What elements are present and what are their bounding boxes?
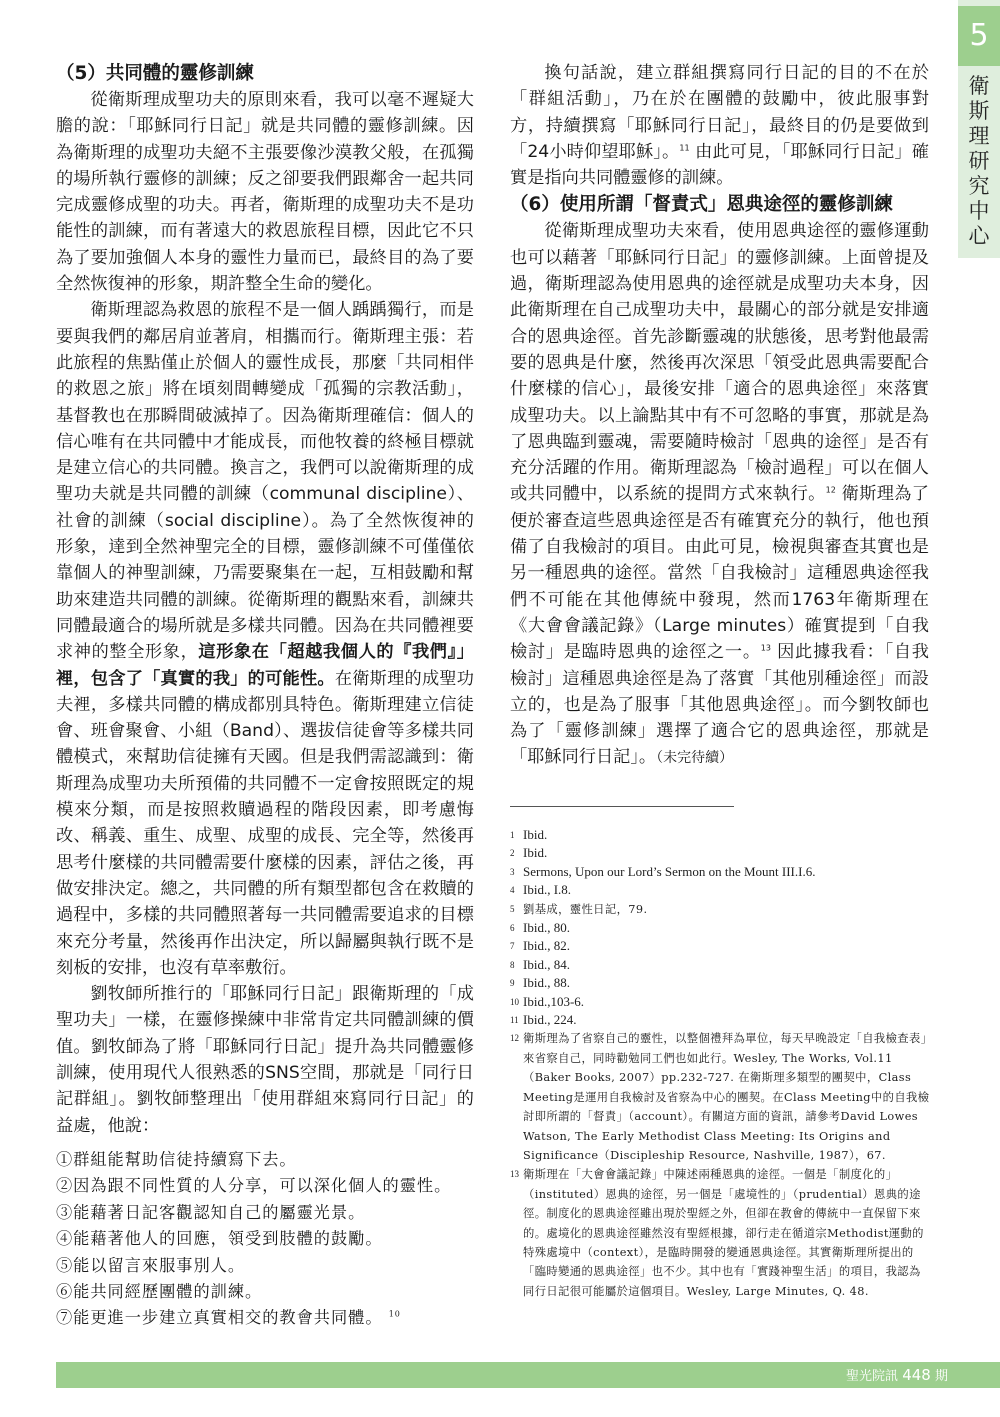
footnote xyxy=(510,900,930,919)
footnote xyxy=(510,1011,930,1029)
right-column xyxy=(510,60,929,772)
footnote-text: 衛斯理為了省察自己的靈性，以整個禮拜為單位，每天早晚設定「自我檢查表」來省察自己，同時勸勉同工們也如此行。Wesley, The Works, Vol.11（Baker Books, 2007）pp.232-727. 在衛斯理多類型的團契中，Class Meeting是運用自我檢討及省察為中心的團契。在Class Meeting中的自我檢討即所謂的「督責」（account）。有關這方面的資訊，請參考David Lowes Watson, The Early Methodist Class Meeting: Its Origins and Significance（Discipleship Resource, Nashville, 1987），67. xyxy=(523,1032,930,1162)
footnote xyxy=(510,1029,930,1165)
footnote-text: Ibid., 84. xyxy=(523,956,570,972)
footnote xyxy=(510,974,930,992)
paragraph-text: 換句話說，建立群組撰寫同行日記的目的不在於「群組活動」，乃在於在團體的鼓勵中，彼此服事對方，持續撰寫「耶穌同行日記」，最終目的仍是要做到「24小時仰望耶穌」。 xyxy=(510,63,929,162)
footnote-number: 5 xyxy=(510,903,515,914)
footnote-ref: 12 xyxy=(825,485,836,495)
footnote-number: 4 xyxy=(510,885,515,896)
list-item: ④能藉著他人的回應，領受到肢體的鼓勵。 xyxy=(56,1229,383,1249)
footnote xyxy=(510,937,930,955)
footnote-text: Ibid., I.8. xyxy=(523,882,572,898)
footnote-number: 2 xyxy=(510,848,515,859)
bold-emphasis: 這形象在「超越我個人的『我們』」裡，包含了「真實的我」的可能性。 xyxy=(56,642,474,689)
footnote-number: 13 xyxy=(510,1169,519,1180)
list-item: ②因為跟不同性質的人分享，可以深化個人的靈性。 xyxy=(56,1176,452,1196)
footnote-number: 12 xyxy=(510,1033,519,1044)
title-char: 研 xyxy=(968,149,990,173)
footnote-number: 1 xyxy=(510,830,515,840)
title-char: 中 xyxy=(968,199,990,223)
paragraph: 從衛斯理成聖功夫的原則來看，我可以毫不遲疑大膽的說：「耶穌同行日記」就是共同體的靈修訓練。因為衛斯理的成聖功夫絕不主張要像沙漠教父般，在孤獨的場所執行靈修的訓練；反之卻要我們跟鄰舍一起共同完成靈修成聖的功夫。再者，衛斯理的成聖功夫不是功能性的訓練，而有著遠大的救恩旅程目標，因此它不只為了要加強個人本身的靈性力量而已，最終目的為了要全然恢復神的形象，期許整全生命的變化。 xyxy=(56,90,474,295)
footnote-divider xyxy=(510,806,734,807)
footnote-text: Ibid., 224. xyxy=(523,1012,577,1028)
footnote-number: 11 xyxy=(510,1015,519,1026)
footnote-text: Ibid., 80. xyxy=(523,920,570,936)
footnote-number: 9 xyxy=(510,978,515,989)
footnote-text: 劉基成，靈性日記，79. xyxy=(523,902,648,916)
publication-name: 聖光院訊 xyxy=(846,1369,899,1384)
footnote-number: 10 xyxy=(510,996,519,1007)
section-heading-6: （6）使用所謂「督責式」恩典途徑的靈修訓練 xyxy=(510,194,893,216)
issue-suffix: 期 xyxy=(934,1369,948,1384)
to-be-continued: （未完待續） xyxy=(656,750,734,767)
paragraph-text: 衛斯理認為救恩的旅程不是一個人踽踽獨行，而是要與我們的鄰居肩並著肩，相攜而行。衛斯理主張：若此旅程的焦點僅止於個人的靈性成長，那麼「共同相伴的救恩之旅」將在頃刻間轉變成「孤獨的宗教活動」，基督教也在那瞬間破滅掉了。因為衛斯理確信：個人的信心唯有在共同體中才能成長，而他牧養的終極目標就是建立信心的共同體。換言之，我們可以說衛斯理的成聖功夫就是共同體的訓練（communal discipline）、社會的訓練（social discipline）。為了全然恢復神的形象，達到全然神聖完全的目標，靈修訓練不可僅僅依靠個人的神聖訓練，乃需要聚集在一起，互相鼓勵和幫助來建造共同體的訓練。從衛斯理的觀點來看，訓練共同體最適合的場所就是多樣共同體。因為在共同體裡要求神的整全形象， xyxy=(56,300,474,663)
list-item: ①群組能幫助信徒持續寫下去。 xyxy=(56,1149,297,1169)
paragraph: 劉牧師所推行的「耶穌同行日記」跟衛斯理的「成聖功夫」一樣，在靈修操練中非常肯定共同體訓練的價值。劉牧師為了將「耶穌同行日記」提升為共同體靈修訓練，使用現代人很熟悉的SNS空間，那就是「同行日記群組」。劉牧師整理出「使用群組來寫同行日記」的益處，他說： xyxy=(56,984,474,1136)
footnote xyxy=(510,844,930,862)
footnote-text: Ibid., 88. xyxy=(523,975,570,991)
title-char: 衛 xyxy=(968,74,990,98)
footnote xyxy=(510,881,930,899)
title-char: 理 xyxy=(968,124,990,148)
left-column xyxy=(56,60,474,1332)
footnote-text: Ibid. xyxy=(523,845,548,861)
footnote-text: 衛斯理在「大會會議記錄」中陳述兩種恩典的途徑。一個是「制度化的」（instituted）恩典的途徑，另一個是「處境性的」（prudential）恩典的途徑。制度化的恩典途徑雖出現於聖經之外，但卻在教會的傳統中一直保留下來的。處境化的恩典途徑雖然沒有聖經根據，卻行走在循道宗Methodist運動的特殊處境中（context），是臨時開發的變通恩典途徑。其實衛斯理所提出的「臨時變通的恩典途徑」也不少。其中也有「實踐神聖生活」的項目，我認為同行日記很可能屬於這個項目。Wesley, Large Minutes, Q. 48. xyxy=(523,1168,924,1298)
title-char: 斯 xyxy=(968,99,990,123)
paragraph xyxy=(56,297,474,981)
footnote xyxy=(510,1165,930,1301)
footnote-text: Ibid. xyxy=(523,827,548,842)
footnote-number: 3 xyxy=(510,866,515,877)
paragraph xyxy=(510,218,929,771)
footnote-text: Ibid.,103-6. xyxy=(523,993,585,1009)
list-item: ⑥能共同經歷團體的訓練。 xyxy=(56,1281,263,1301)
list-item: ③能藉著日記客觀認知自己的屬靈光景。 xyxy=(56,1202,366,1222)
footnote-number: 7 xyxy=(510,941,515,952)
footer-bar xyxy=(56,1362,1000,1388)
paragraph-text: 因此據我看：「自我檢討」這種恩典途徑是為了落實「其他別種途徑」而設立的，也是為了服事「其他恩典途徑」。而今劉牧師也為了「靈修訓練」選擇了適合它的恩典途徑，那就是「耶穌同行日記」。 xyxy=(510,642,929,768)
footnote-text: Ibid., 82. xyxy=(523,938,570,954)
section-heading-5: （5）共同體的靈修訓練 xyxy=(56,63,254,84)
title-char: 究 xyxy=(968,174,990,198)
paragraph-text: 由此可見，「耶穌同行日記」確實是指向共同體靈修的訓練。 xyxy=(510,141,929,189)
footnote-number: 6 xyxy=(510,923,515,934)
footnote-ref: 11 xyxy=(679,143,690,153)
paragraph-text: 從衛斯理成聖功夫來看，使用恩典途徑的靈修運動也可以藉著「耶穌同行日記」的靈修訓練。上面曾提及過，衛斯理認為使用恩典的途徑就是成聖功夫本身，因此衛斯理在自己成聖功夫中，最關心的部分就是安排適合的恩典途徑。首先診斷靈魂的狀態後，思考對他最需要的恩典是什麼，然後再次深思「領受此恩典需要配合什麼樣的信心」，最後安排「適合的恩典途徑」來落實成聖功夫。以上論點其中有不可忽略的事實，那就是為了恩典臨到靈魂，需要隨時檢討「恩典的途徑」是否有充分活躍的作用。衛斯理認為「檢討過程」可以在個人或共同體中，以系統的提問方式來執行。 xyxy=(510,221,929,505)
benefits-list xyxy=(56,1147,474,1332)
footnote xyxy=(510,919,930,937)
footnote xyxy=(510,826,930,844)
footer-label xyxy=(846,1362,948,1390)
footnote xyxy=(510,956,930,974)
list-item: ⑤能以留言來服事別人。 xyxy=(56,1255,246,1275)
page-number: 5 xyxy=(958,6,1000,66)
footnote-text: Sermons, Upon our Lord’s Sermon on the Mount III.I.6. xyxy=(523,863,816,879)
footnotes xyxy=(510,826,930,1301)
footnote-ref: 13 xyxy=(760,643,771,653)
paragraph-text: 衛斯理為了便於審查這些恩典途徑是否有確實充分的執行，他也預備了自我檢討的項目。由此可見，檢視與審查其實也是另一種恩典的途徑。當然「自我檢討」這種恩典途徑我們不可能在其他傳統中發現，然而1763年衛斯理在《大會會議記錄》（Large minutes）確實提到「自我檢討」是臨時恩典的途徑之一。 xyxy=(510,484,929,663)
footnote xyxy=(510,993,930,1011)
issue-number: 448 xyxy=(902,1366,931,1384)
list-item-text: ⑦能更進一步建立真實相交的教會共同體。 xyxy=(56,1308,383,1328)
list-item xyxy=(56,1305,474,1331)
footnote xyxy=(510,863,930,881)
section-title-vertical xyxy=(958,74,1000,249)
footnote-ref: 10 xyxy=(388,1309,401,1319)
footnote-number: 8 xyxy=(510,959,515,970)
side-tab xyxy=(958,0,1000,258)
paragraph-text: 在衛斯理的成聖功夫裡，多樣共同體的構成都別具特色。衛斯理建立信徒會、班會聚會、小組（Band）、選拔信徒會等多樣共同體模式，來幫助信徒擁有天國。但是我們需認識到：衛斯理為成聖功夫所預備的共同體不一定會按照既定的規模來分類，而是按照救贖過程的階段因素，即考慮悔改、稱義、重生、成聖、成聖的成長、完全等，然後再思考什麼樣的共同體需要什麼樣的因素，評估之後，再做安排決定。總之，共同體的所有類型都包含在救贖的過程中，多樣的共同體照著每一共同體需要追求的目標來充分考量，然後再作出決定，所以歸屬與執行既不是刻板的安排，也沒有草率敷衍。 xyxy=(56,668,474,978)
paragraph xyxy=(510,60,929,191)
title-char: 心 xyxy=(968,224,990,248)
